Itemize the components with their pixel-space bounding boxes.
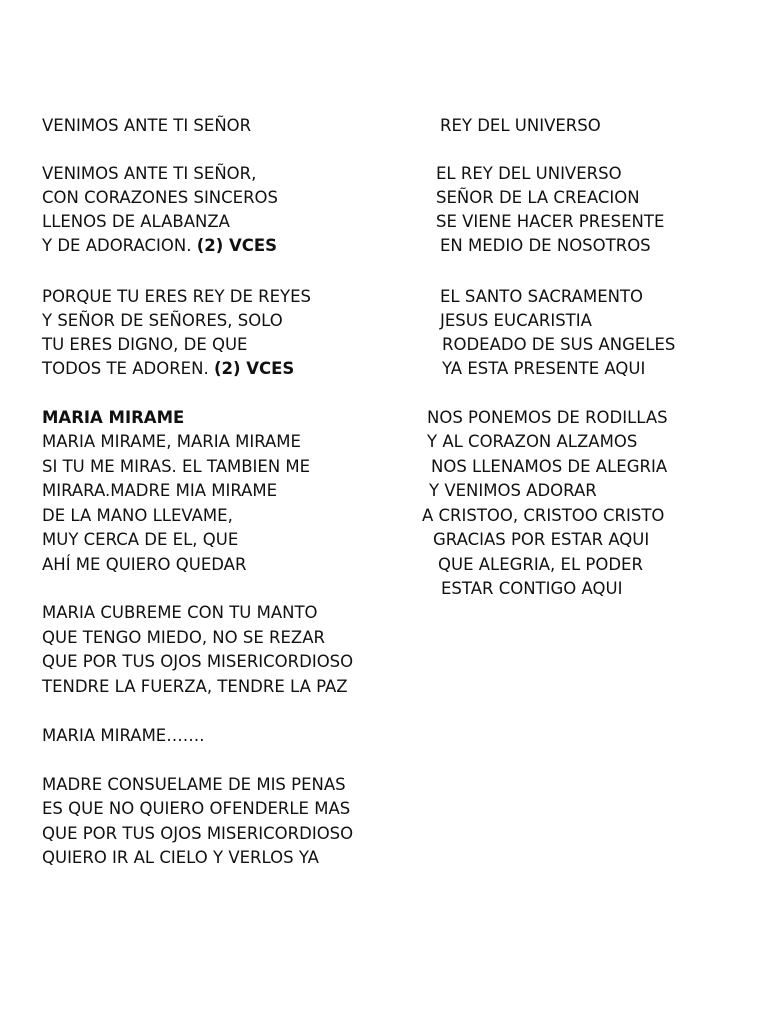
lyric-line: QUE TENGO MIEDO, NO SE REZAR [42,628,325,647]
song-title-maria-mirame: MARIA MIRAME [42,408,185,427]
lyric-line: QUE POR TUS OJOS MISERICORDIOSO [42,652,354,671]
lyric-line: Y DE ADORACION. (2) VCES [42,236,278,255]
song-title-rey-del-universo: REY DEL UNIVERSO [440,116,601,135]
lyric-line: NOS LLENAMOS DE ALEGRIA [431,457,668,476]
lyric-line: Y AL CORAZON ALZAMOS [427,432,638,451]
lyric-line: MARIA MIRAME……. [42,726,205,745]
lyric-line: A CRISTOO, CRISTOO CRISTO [422,506,665,525]
lyric-line: GRACIAS POR ESTAR AQUI [433,530,650,549]
lyric-line: ESTAR CONTIGO AQUI [441,579,623,598]
lyric-line: VENIMOS ANTE TI SEÑOR, [42,164,257,183]
lyric-line: MIRARA.MADRE MIA MIRAME [42,481,278,500]
lyric-line: TODOS TE ADOREN. (2) VCES [42,359,295,378]
lyric-line: ES QUE NO QUIERO OFENDERLE MAS [42,799,351,818]
lyric-line: Y VENIMOS ADORAR [429,481,597,500]
repeat-marker: (2) VCES [213,359,295,378]
lyric-line: MADRE CONSUELAME DE MIS PENAS [42,775,346,794]
lyric-line: CON CORAZONES SINCEROS [42,188,279,207]
lyric-line: LLENOS DE ALABANZA [42,212,230,231]
lyric-line: JESUS EUCARISTIA [440,311,592,330]
lyric-line: NOS PONEMOS DE RODILLAS [427,408,668,427]
song-title-venimos: VENIMOS ANTE TI SEÑOR [42,116,252,135]
lyric-line: SE VIENE HACER PRESENTE [436,212,665,231]
lyric-line: MARIA MIRAME, MARIA MIRAME [42,432,301,451]
lyric-line: AHÍ ME QUIERO QUEDAR [42,555,247,574]
lyric-line: TU ERES DIGNO, DE QUE [42,335,248,354]
lyric-line: SEÑOR DE LA CREACION [436,188,640,207]
lyric-line: TENDRE LA FUERZA, TENDRE LA PAZ [42,677,348,696]
lyric-line: EL SANTO SACRAMENTO [440,287,644,306]
lyric-line: QUIERO IR AL CIELO Y VERLOS YA [42,848,319,867]
lyric-line: MUY CERCA DE EL, QUE [42,530,239,549]
lyric-line: QUE POR TUS OJOS MISERICORDIOSO [42,824,354,843]
lyric-line: PORQUE TU ERES REY DE REYES [42,287,312,306]
repeat-marker: (2) VCES [196,236,278,255]
lyric-line: YA ESTA PRESENTE AQUI [442,359,646,378]
lyric-line: EL REY DEL UNIVERSO [436,164,622,183]
lyric-line: RODEADO DE SUS ANGELES [442,335,676,354]
lyric-line: MARIA CUBREME CON TU MANTO [42,603,318,622]
lyric-line: DE LA MANO LLEVAME, [42,506,233,525]
lyric-line: Y SEÑOR DE SEÑORES, SOLO [42,311,283,330]
lyric-line: EN MEDIO DE NOSOTROS [440,236,651,255]
lyric-line: SI TU ME MIRAS. EL TAMBIEN ME [42,457,311,476]
lyric-line: QUE ALEGRIA, EL PODER [438,555,643,574]
